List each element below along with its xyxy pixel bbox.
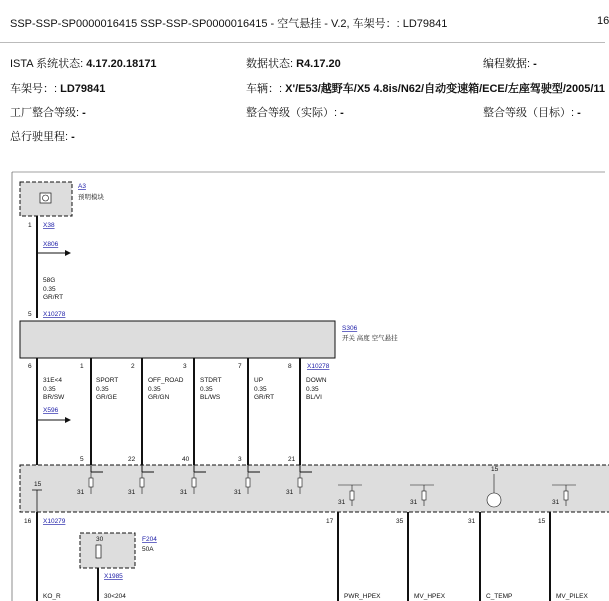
svg-text:0.35: 0.35 <box>306 386 319 393</box>
svg-text:BR/SW: BR/SW <box>43 394 65 401</box>
svg-text:7: 7 <box>238 363 242 370</box>
svg-text:2: 2 <box>131 363 135 370</box>
svg-text:5: 5 <box>80 456 84 463</box>
svg-text:BL/WS: BL/WS <box>200 394 221 401</box>
wire1-gauge: 0.35 <box>43 286 56 293</box>
svg-text:0.35: 0.35 <box>148 386 161 393</box>
data-status: 数据状态: R4.17.20 <box>246 58 341 70</box>
svg-text:30: 30 <box>96 536 104 543</box>
svg-text:31: 31 <box>338 499 346 506</box>
target-level: 整合等级（目标）: - <box>483 107 581 119</box>
svg-text:35: 35 <box>396 518 404 525</box>
svg-text:15: 15 <box>491 466 499 473</box>
svg-text:31: 31 <box>410 499 418 506</box>
wire-labels <box>43 377 327 401</box>
svg-text:GR/RT: GR/RT <box>254 394 275 401</box>
wire1-code: 58G <box>43 277 56 284</box>
vehicle: 车辆：: X'/E53/越野车/X5 4.8is/N62/自动变速箱/ECE/左座驾驶型/2005/11 <box>246 83 606 95</box>
signal-c-temp: C_TEMP <box>486 593 513 600</box>
svg-text:DOWN: DOWN <box>306 377 327 384</box>
svg-text:BL/VI: BL/VI <box>306 394 322 401</box>
svg-text:31: 31 <box>77 489 85 496</box>
svg-text:16: 16 <box>24 518 32 525</box>
svg-text:0.35: 0.35 <box>254 386 267 393</box>
x38-link[interactable]: X38 <box>43 222 55 229</box>
svg-text:40: 40 <box>182 456 190 463</box>
actual-level: 整合等级（实际）: - <box>246 107 344 119</box>
svg-text:0.35: 0.35 <box>96 386 109 393</box>
programming-data: 编程数据: - <box>483 58 537 70</box>
svg-text:SPORT: SPORT <box>96 377 119 384</box>
x10278-top-link[interactable]: X10278 <box>43 311 66 318</box>
svg-text:31: 31 <box>468 518 476 525</box>
signal-ko-r: KO_R <box>43 593 61 600</box>
x1985-link[interactable]: X1985 <box>104 573 123 580</box>
svg-text:5: 5 <box>28 311 32 318</box>
svg-text:0.35: 0.35 <box>43 386 56 393</box>
svg-text:STDRT: STDRT <box>200 377 222 384</box>
svg-text:31: 31 <box>286 489 294 496</box>
ista-status: ISTA 系统状态: 4.17.20.18171 <box>10 58 157 70</box>
signal-mv-pilex: MV_PILEX <box>556 593 588 600</box>
svg-text:31: 31 <box>552 499 560 506</box>
x806-link[interactable]: X806 <box>43 241 59 248</box>
f204-link[interactable]: F204 <box>142 536 157 543</box>
s306-link[interactable]: S306 <box>342 325 358 332</box>
signal-mv-hpex: MV_HPEX <box>414 593 446 600</box>
svg-text:GR/GN: GR/GN <box>148 394 170 401</box>
svg-text:31: 31 <box>128 489 136 496</box>
svg-text:1: 1 <box>28 222 32 229</box>
wire1-color: GR/RT <box>43 294 64 301</box>
a3-name: 预明模块 <box>78 194 104 201</box>
page-number: 16 <box>597 15 609 27</box>
svg-text:22: 22 <box>128 456 136 463</box>
s306-switch <box>20 321 335 358</box>
svg-text:UP: UP <box>254 377 264 384</box>
f204-rating: 50A <box>142 546 154 553</box>
mileage: 总行驶里程: - <box>10 131 75 143</box>
svg-text:31E<4: 31E<4 <box>43 377 62 384</box>
svg-text:31: 31 <box>180 489 188 496</box>
svg-text:8: 8 <box>288 363 292 370</box>
x10279-link[interactable]: X10279 <box>43 518 66 525</box>
signal-30-204: 30<204 <box>104 593 126 600</box>
f204-fuse <box>80 533 135 568</box>
svg-text:15: 15 <box>538 518 546 525</box>
svg-text:17: 17 <box>326 518 334 525</box>
svg-text:3: 3 <box>238 456 242 463</box>
svg-text:0.35: 0.35 <box>200 386 213 393</box>
svg-text:GR/GE: GR/GE <box>96 394 117 401</box>
x10278-mid-link[interactable]: X10278 <box>307 363 330 370</box>
x596-link[interactable]: X596 <box>43 407 59 414</box>
svg-text:OFF_ROAD: OFF_ROAD <box>148 377 184 384</box>
signal-pwr-hpex: PWR_HPEX <box>344 593 381 600</box>
svg-text:15: 15 <box>34 481 42 488</box>
s306-name: 开关 高度 空气悬挂 <box>342 335 398 342</box>
svg-text:3: 3 <box>183 363 187 370</box>
a3-link[interactable]: A3 <box>78 183 86 190</box>
vin: 车架号：: LD79841 <box>10 83 106 95</box>
factory-level: 工厂整合等级: - <box>10 107 86 119</box>
svg-text:1: 1 <box>80 363 84 370</box>
svg-text:31: 31 <box>234 489 242 496</box>
lower-module <box>20 465 609 512</box>
svg-text:6: 6 <box>28 363 32 370</box>
document-title: SSP-SSP-SP0000016415 SSP-SSP-SP0000016415 - 空气悬挂 - V.2, 车架号：: LD79841 <box>10 18 448 30</box>
a3-module <box>20 182 72 216</box>
svg-text:21: 21 <box>288 456 296 463</box>
